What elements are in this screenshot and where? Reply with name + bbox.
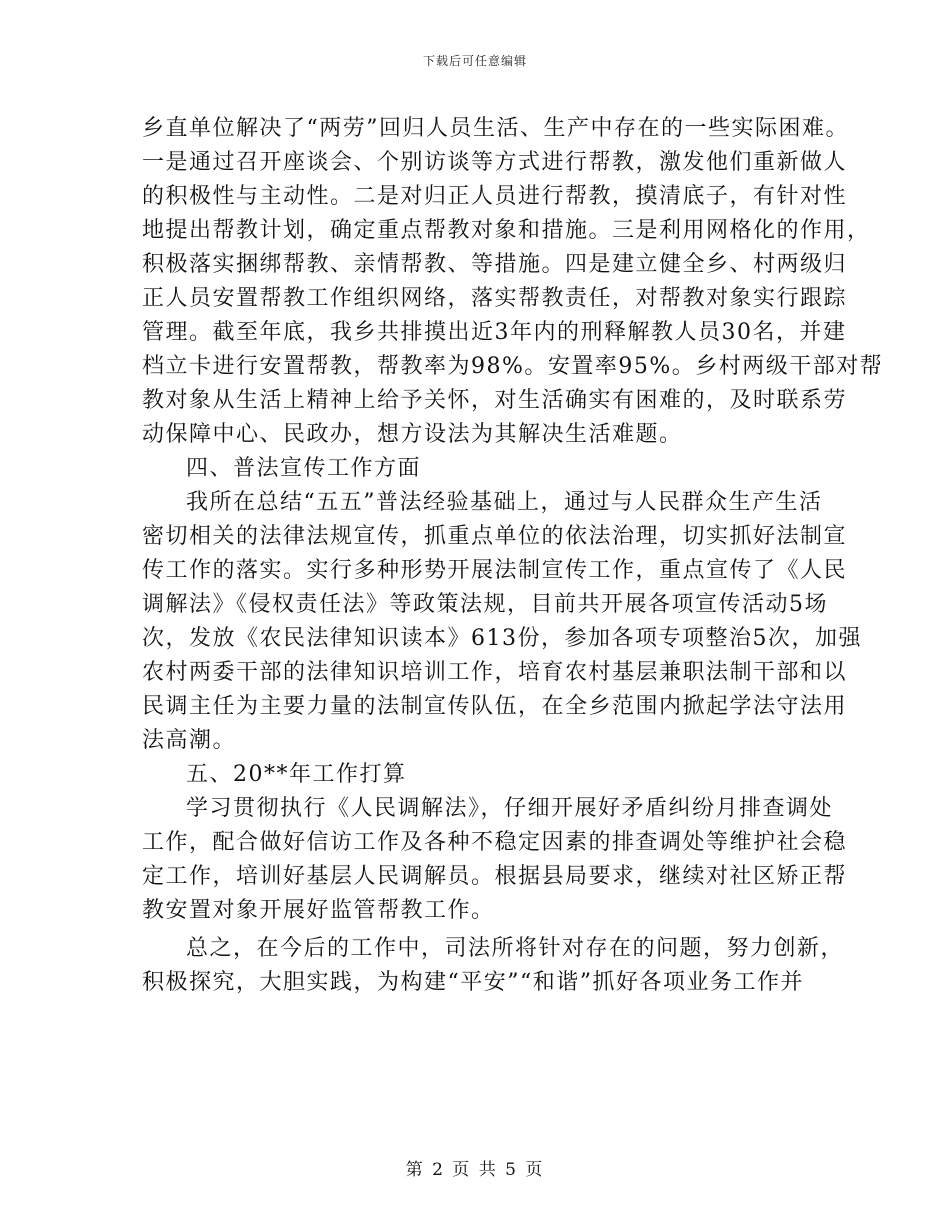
text-line: 次，发放《农民法律知识读本》613份，参加各项专项整治5次，加强 [142, 626, 862, 651]
text-line: 地提出帮教计划，确定重点帮教对象和措施。三是利用网格化的作用， [142, 218, 871, 243]
text-line: 积极探究，大胆实践，为构建“平安”“和谐”抓好各项业务工作并 [142, 970, 804, 995]
text-line: 积极落实捆绑帮教、亲情帮教、等措施。四是建立健全乡、村两级归 [142, 252, 848, 277]
text-line: 农村两委干部的法律知识培训工作，培育农村基层兼职法制干部和以 [142, 660, 848, 685]
text-line: 民调主任为主要力量的法制宣传队伍，在全乡范围内掀起学法守法用 [142, 694, 848, 719]
text-line: 传工作的落实。实行多种形势开展法制宣传工作，重点宣传了《人民 [142, 558, 848, 583]
text-line: 教对象从生活上精神上给予关怀，对生活确实有困难的，及时联系劳 [142, 388, 848, 413]
heading-text: 五、20**年工作打算 [186, 762, 407, 787]
paragraph-work-plan [142, 792, 848, 928]
text-line: 法高潮。 [142, 728, 237, 753]
text-line: 调解法》《侵权责任法》等政策法规，目前共开展各项宣传活动5场 [142, 592, 828, 617]
page-header-note: 下载后可任意编辑 [422, 54, 527, 68]
text-line: 我所在总结“五五”普法经验基础上，通过与人民群众生产生活 [186, 490, 823, 515]
paragraph-law-publicity [142, 486, 862, 758]
heading-text: 四、普法宣传工作方面 [186, 456, 422, 481]
text-line: 正人员安置帮教工作组织网络，落实帮教责任，对帮教对象实行跟踪 [142, 286, 848, 311]
text-line: 密切相关的法律法规宣传，抓重点单位的依法治理，切实抓好法制宣 [142, 524, 848, 549]
text-line: 动保障中心、民政办，想方设法为其解决生活难题。 [142, 422, 683, 447]
document-body [142, 112, 884, 1000]
paragraph-resettlement [142, 112, 884, 452]
section-heading-work-plan [142, 758, 814, 792]
text-line: 一是通过召开座谈会、个别访谈等方式进行帮教，激发他们重新做人 [142, 150, 848, 175]
text-line: 档立卡进行安置帮教，帮教率为98%。安置率95%。乡村两级干部对帮 [142, 354, 884, 379]
text-line: 学习贯彻执行《人民调解法》，仔细开展好矛盾纠纷月排查调处 [186, 796, 834, 821]
text-line: 工作，配合做好信访工作及各种不稳定因素的排查调处等维护社会稳 [142, 830, 848, 855]
text-line: 教安置对象开展好监管帮教工作。 [142, 898, 495, 923]
text-line: 总之，在今后的工作中，司法所将针对存在的问题，努力创新， [186, 936, 845, 961]
page-number: 第 2 页 共 5 页 [405, 1160, 545, 1180]
text-line: 乡直单位解决了“两劳”回归人员生活、生产中存在的一些实际困难。 [142, 116, 849, 141]
text-line: 定工作，培训好基层人民调解员。根据县局要求，继续对社区矫正帮 [142, 864, 848, 889]
section-heading-law-publicity [142, 452, 814, 486]
paragraph-conclusion [142, 932, 845, 1000]
text-line: 的积极性与主动性。二是对归正人员进行帮教，摸清底子，有针对性 [142, 184, 848, 209]
text-line: 管理。截至年底，我乡共排摸出近3年内的刑释解教人员30名，并建 [142, 320, 847, 345]
